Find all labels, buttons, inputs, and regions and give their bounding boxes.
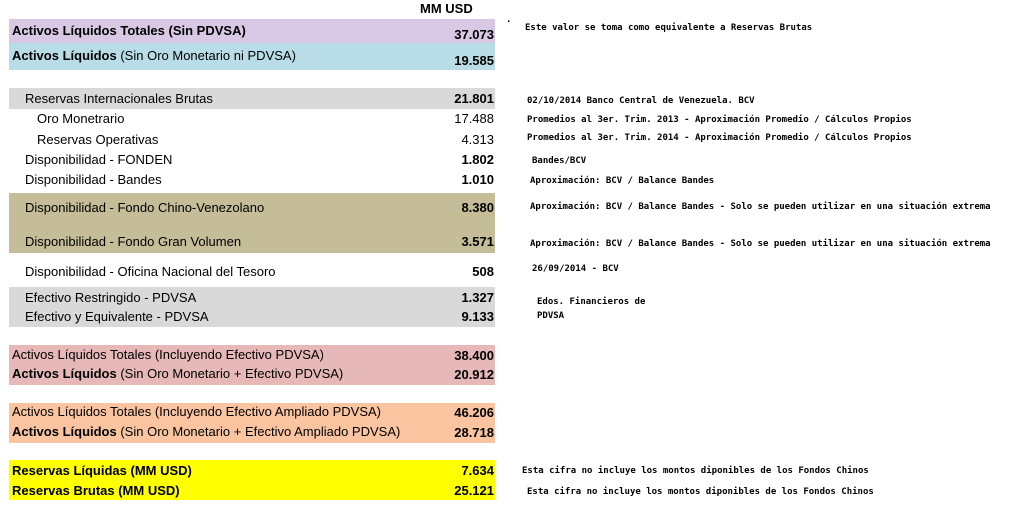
row-value: 4.313 — [461, 132, 494, 147]
note-tesoro-date: 26/09/2014 - BCV — [532, 264, 619, 274]
row-value: 8.380 — [461, 200, 494, 215]
row-label-bold: Activos Líquidos — [12, 48, 117, 63]
row-value: 37.073 — [454, 27, 494, 42]
row-label-activos-totales-incl-efectivo: Activos Líquidos Totales (Incluyendo Efectivo PDVSA) — [12, 347, 324, 362]
row-value: 1.802 — [461, 152, 494, 167]
note-reservas-liquidas: Esta cifra no incluye los montos diponibles de los Fondos Chinos — [522, 466, 869, 476]
note-pdvsa: PDVSA — [537, 311, 565, 321]
row-label-efectivo-equivalente: Efectivo y Equivalente - PDVSA — [25, 309, 209, 324]
row-label-efectivo-restringido: Efectivo Restringido - PDVSA — [25, 290, 197, 305]
note-promedios-2014: Promedios al 3er. Trim. 2014 - Aproximación Promedio / Cálculos Propios — [527, 133, 912, 143]
row-value: 20.912 — [454, 367, 494, 382]
row-label-reservas-operativas: Reservas Operativas — [37, 132, 159, 147]
unit-header: MM USD — [420, 1, 473, 16]
row-label-fonden: Disponibilidad - FONDEN — [25, 152, 173, 167]
row-label-bandes: Disponibilidad - Bandes — [25, 172, 162, 187]
row-label-activos-totales-sin-pdvsa — [12, 23, 246, 39]
note-edos-financieros: Edos. Financieros de — [537, 297, 646, 307]
row-label-tesoro: Disponibilidad - Oficina Nacional del Tesoro — [25, 264, 276, 279]
row-label-fondo-gran-volumen: Disponibilidad - Fondo Gran Volumen — [25, 234, 242, 249]
note-dot: . — [506, 15, 512, 25]
row-label-bold: Activos Líquidos — [12, 366, 117, 381]
note-fondo-chino: Aproximación: BCV / Balance Bandes - Solo se pueden utilizar en una situación extrema — [530, 202, 991, 212]
row-label-activos-sin-oro-ni-pdvsa — [12, 48, 296, 64]
row-value: 508 — [472, 264, 494, 279]
note-promedios-2013: Promedios al 3er. Trim. 2013 - Aproximación Promedio / Cálculos Propios — [527, 115, 912, 125]
row-label-bold: Activos Líquidos Totales (Sin PDVSA) — [12, 23, 246, 38]
row-label-reservas-brutas: Reservas Internacionales Brutas — [25, 91, 213, 106]
row-label-rest: (Sin Oro Monetario ni PDVSA) — [116, 48, 296, 63]
row-label-rest: (Sin Oro Monetario + Efectivo PDVSA) — [116, 366, 344, 381]
row-value: 9.133 — [461, 309, 494, 324]
row-label-bold: Activos Líquidos — [12, 424, 117, 439]
row-value: 38.400 — [454, 348, 494, 363]
row-label-activos-totales-efectivo-ampliado: Activos Líquidos Totales (Incluyendo Efectivo Ampliado PDVSA) — [12, 404, 382, 419]
row-label-activos-sin-oro-efectivo-ampliado — [12, 424, 400, 440]
row-label-reservas-liquidas: Reservas Líquidas (MM USD) — [12, 463, 192, 478]
note-aprox-bandes: Aproximación: BCV / Balance Bandes — [530, 176, 715, 186]
row-value: 1.327 — [461, 290, 494, 305]
row-label-oro-monetario: Oro Monetrario — [37, 111, 125, 126]
note-reservas-brutas-equivalente: Este valor se toma como equivalente a Reservas Brutas — [525, 23, 813, 33]
row-value: 46.206 — [454, 405, 494, 420]
row-value: 1.010 — [461, 172, 494, 187]
row-value: 28.718 — [454, 425, 494, 440]
row-value: 7.634 — [461, 463, 494, 478]
note-bcv-date: 02/10/2014 Banco Central de Venezuela. BCV — [527, 96, 755, 106]
row-value: 17.488 — [454, 111, 494, 126]
row-value: 3.571 — [461, 234, 494, 249]
row-value: 21.801 — [454, 91, 494, 106]
row-value: 19.585 — [454, 53, 494, 68]
note-reservas-brutas: Esta cifra no incluye los montos diponibles de los Fondos Chinos — [527, 487, 874, 497]
row-value: 25.121 — [454, 483, 494, 498]
row-label-rest: (Sin Oro Monetario + Efectivo Ampliado PDVSA) — [116, 424, 401, 439]
row-label-reservas-brutas-mm: Reservas Brutas (MM USD) — [12, 483, 180, 498]
row-label-fondo-chino: Disponibilidad - Fondo Chino-Venezolano — [25, 200, 265, 215]
row-label-activos-sin-oro-mas-efectivo — [12, 366, 343, 382]
note-bandes-bcv: Bandes/BCV — [532, 156, 587, 166]
note-fondo-gran-volumen: Aproximación: BCV / Balance Bandes - Solo se pueden utilizar en una situación extrema — [530, 239, 991, 249]
